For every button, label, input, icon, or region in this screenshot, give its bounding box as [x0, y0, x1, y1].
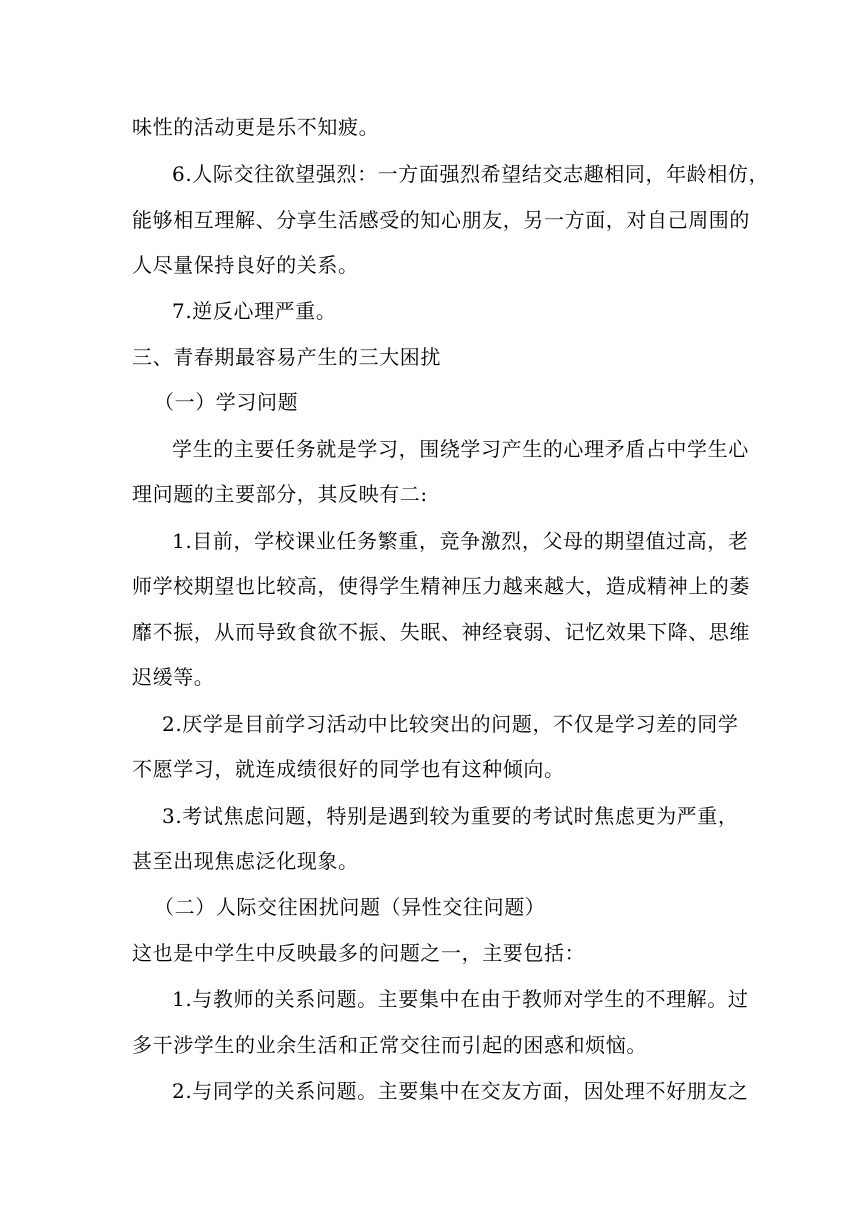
text-line: 不愿学习，就连成绩很好的同学也有这种倾向。: [132, 757, 565, 781]
text-line: 7.逆反心理严重。: [172, 299, 337, 323]
text-line: 能够相互理解、分享生活感受的知心朋友，另一方面，对自己周围的: [132, 208, 750, 232]
text-line: 靡不振，从而导致食欲不振、失眠、神经衰弱、记忆效果下降、思维: [132, 620, 750, 644]
subsection-heading: （一）学习问题: [154, 390, 299, 414]
text-line: 多干涉学生的业余生活和正常交往而引起的困惑和烦恼。: [132, 1033, 647, 1057]
section-heading: 三、青春期最容易产生的三大困扰: [132, 345, 441, 369]
text-line: 1.目前，学校课业任务繁重，竞争激烈，父母的期望值过高，老: [172, 529, 749, 553]
text-line: 2.厌学是目前学习活动中比较突出的问题，不仅是学习差的同学: [162, 712, 739, 736]
subsection-heading: （二）人际交往困扰问题（异性交往问题）: [154, 895, 546, 919]
text-line: 迟缓等。: [132, 665, 215, 689]
text-line: 味性的活动更是乐不知疲。: [132, 115, 380, 139]
text-line: 3.考试焦虑问题，特别是遇到较为重要的考试时焦虑更为严重，: [162, 804, 739, 828]
text-line: 这也是中学生中反映最多的问题之一，主要包括：: [132, 941, 586, 965]
text-line: 1.与教师的关系问题。主要集中在由于教师对学生的不理解。过: [172, 987, 749, 1011]
text-line: 甚至出现焦虑泛化现象。: [132, 849, 359, 873]
text-line: 师学校期望也比较高，使得学生精神压力越来越大，造成精神上的萎: [132, 574, 750, 598]
text-line: 6.人际交往欲望强烈：一方面强烈希望结交志趣相同，年龄相仿，: [172, 162, 770, 186]
text-line: 理问题的主要部分，其反映有二:: [132, 482, 428, 506]
text-line: 人尽量保持良好的关系。: [132, 253, 359, 277]
text-line: 2.与同学的关系问题。主要集中在交友方面，因处理不好朋友之: [172, 1079, 749, 1103]
text-line: 学生的主要任务就是学习，围绕学习产生的心理矛盾占中学生心: [172, 437, 749, 461]
